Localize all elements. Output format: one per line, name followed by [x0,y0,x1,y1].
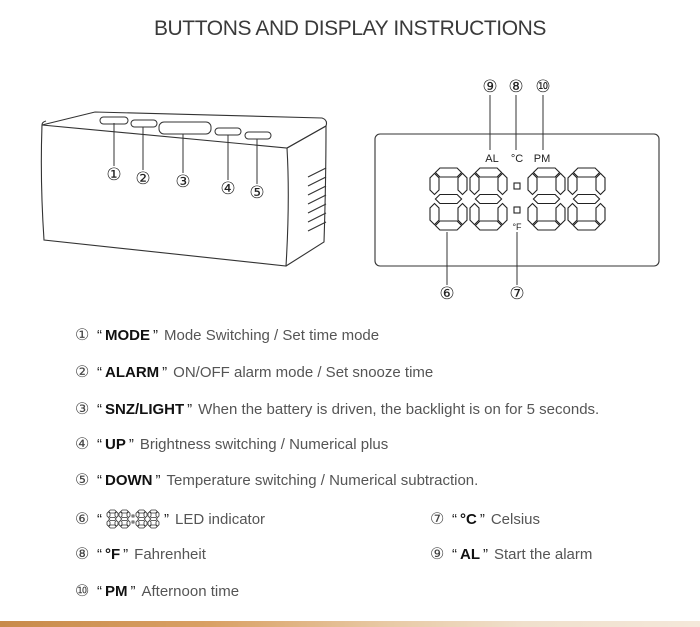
instruction-pm [75,581,239,601]
instruction-key: °C [460,510,477,528]
led-segment [475,168,501,177]
open-quote: “ [97,545,102,563]
instruction-mode [75,325,379,345]
callout-2: ② [135,169,151,189]
top-buttons [100,117,271,139]
led-segment [470,173,479,194]
close-quote: ” [187,400,193,418]
up-button-shape [215,128,241,135]
instruction-snz-light [75,399,599,419]
led-segment [138,525,145,528]
led-segment [144,521,147,527]
callout-6: ⑥ [439,284,455,304]
close-quote: ” [164,510,169,528]
display-pm-label: PM [533,153,551,165]
led-segment [115,512,118,518]
instruction-key: DOWN [105,471,153,489]
led-segment [127,521,130,527]
led-segment [573,168,599,177]
led-segment [107,521,110,527]
led-colon-dot [132,521,134,523]
open-quote: “ [97,363,102,381]
led-segment [109,525,116,528]
mode-button-shape [100,117,128,124]
instruction-key: ALARM [105,363,160,381]
instruction-number: ④ [75,436,90,453]
led-segment [119,512,122,518]
instruction-key: UP [105,435,126,453]
led-segment [136,512,139,518]
clock-diagram [0,0,700,310]
led-segment [156,521,159,527]
open-quote: “ [452,545,457,563]
open-quote: “ [97,435,102,453]
led-segment [470,204,479,225]
led-segment [435,168,461,177]
open-quote: “ [97,326,102,344]
instruction-number: ② [75,364,90,381]
callout-9: ⑨ [482,77,498,97]
led-segment [533,168,559,177]
close-quote: ” [153,326,158,344]
led-segment [156,512,159,518]
instruction-number: ③ [75,401,90,418]
led-segment [556,204,565,225]
led-digits [430,168,605,230]
led-segment [458,204,467,225]
instruction-fahrenheit [75,544,206,564]
led-colon-dot [132,515,134,517]
led-colon-dot [514,207,520,213]
instruction-desc: Afternoon time [141,582,240,600]
callout-10: ⑩ [535,77,551,97]
led-segment [556,173,565,194]
led-segment [107,512,110,518]
led-segment [498,204,507,225]
led-segment [150,525,157,528]
instruction-desc: Brightness switching / Numerical plus [139,435,389,453]
led-segment [533,195,559,204]
instruction-celsius [430,509,540,529]
page-title: BUTTONS AND DISPLAY INSTRUCTIONS [153,17,547,40]
led-segment [121,510,128,513]
led-segment [498,173,507,194]
close-quote: ” [162,363,168,381]
led-segment [138,510,145,513]
display-celsius-label: °C [510,153,524,165]
instruction-number: ⑨ [430,546,445,563]
led-segment [115,521,118,527]
instruction-number: ⑩ [75,583,90,600]
instruction-key: PM [105,582,128,600]
instruction-number: ⑤ [75,472,90,489]
callout-5: ⑤ [249,183,265,203]
close-quote: ” [128,435,134,453]
led-segment [127,512,130,518]
down-button-shape [245,132,271,139]
callout-3: ③ [175,172,191,192]
led-segment [150,518,157,521]
led-segment [430,204,439,225]
instruction-desc: Celsius [490,510,541,528]
instruction-desc: LED indicator [175,510,266,528]
instruction-desc: Mode Switching / Set time mode [164,326,380,344]
instruction-down [75,470,478,490]
instruction-up [75,434,388,454]
led-segment [148,521,151,527]
instruction-desc: Fahrenheit [134,545,206,563]
led-segment [138,518,145,521]
instruction-desc: Temperature switching / Numerical subtraction. [166,471,479,489]
led-segment [568,173,577,194]
led-segment [435,195,461,204]
led-segment [119,521,122,527]
led-segment [144,512,147,518]
led-segment [150,510,157,513]
mini-led-digits-icon [106,509,160,529]
led-segment [475,221,501,230]
instruction-desc: Start the alarm [494,545,593,563]
instruction-key: SNZ/LIGHT [105,400,185,418]
close-quote: ” [130,582,136,600]
led-segment [109,510,116,513]
led-segment [121,518,128,521]
open-quote: “ [452,510,457,528]
led-segment [573,221,599,230]
led-segment [533,221,559,230]
led-segment [148,512,151,518]
instruction-key: °F [105,545,121,563]
instruction-number: ① [75,327,90,344]
led-segment [528,204,537,225]
instruction-key: MODE [105,326,150,344]
callout-8: ⑧ [508,77,524,97]
led-segment [596,173,605,194]
instruction-key: AL [460,545,480,563]
led-segment [109,518,116,521]
callout-7: ⑦ [509,284,525,304]
led-segment [568,204,577,225]
led-segment [528,173,537,194]
instruction-number: ⑥ [75,511,90,528]
instruction-number: ⑧ [75,546,90,563]
led-segment [435,221,461,230]
snz-light-button-shape [159,122,211,134]
instruction-alarm [75,362,433,382]
callout-1: ① [106,165,122,185]
open-quote: “ [97,510,102,528]
led-segment [475,195,501,204]
instruction-number: ⑦ [430,511,445,528]
open-quote: “ [97,582,102,600]
led-segment [573,195,599,204]
display-al-label: AL [485,153,499,165]
instruction-desc: ON/OFF alarm mode / Set snooze time [173,363,434,381]
close-quote: ” [123,545,129,563]
open-quote: “ [97,471,102,489]
display-fahrenheit-label: °F [512,222,522,232]
close-quote: ” [155,471,161,489]
alarm-button-shape [131,120,157,127]
instruction-desc: When the battery is driven, the backlight is on for 5 seconds. [198,400,600,418]
instruction-al [430,544,592,564]
close-quote: ” [483,545,488,563]
callout-4: ④ [220,179,236,199]
led-segment [121,525,128,528]
footer-gradient-bar [0,621,700,627]
close-quote: ” [479,510,485,528]
led-colon-dot [514,183,520,189]
led-segment [430,173,439,194]
led-segment [136,521,139,527]
led-segment [596,204,605,225]
led-segment [458,173,467,194]
open-quote: “ [97,400,102,418]
instruction-led [75,509,265,529]
